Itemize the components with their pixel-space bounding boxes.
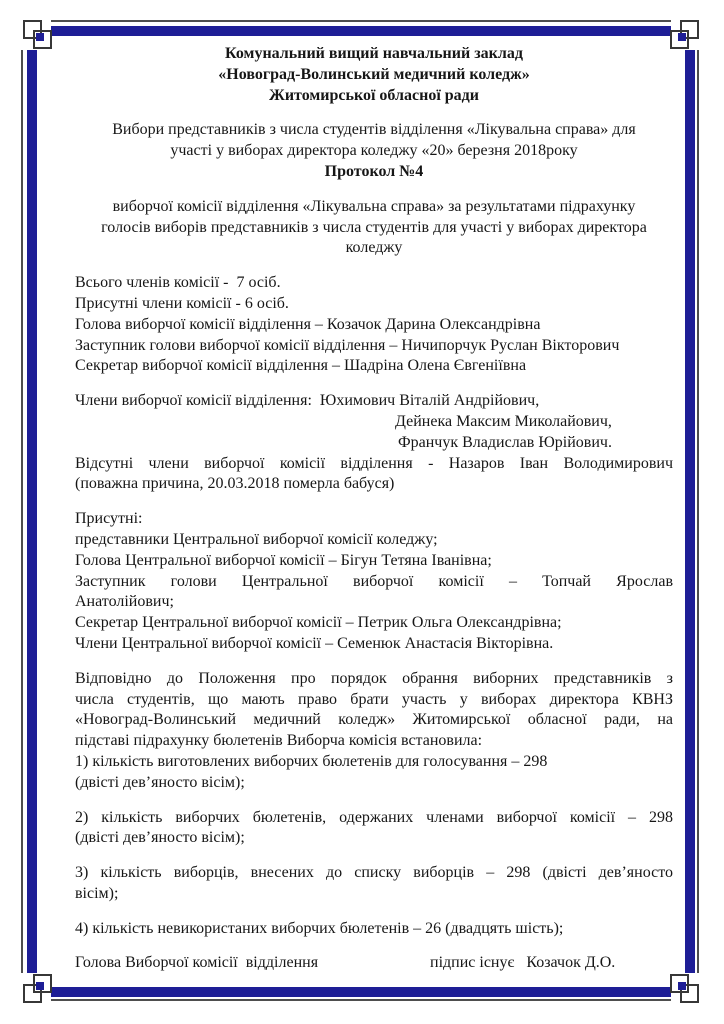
text-line: Вибори представників з числа студентів відділення «Лікувальна справа» для (112, 121, 636, 139)
text-line: (поважна причина, 20.03.2018 померла бабуся) (75, 475, 395, 493)
text-line: Заступник голови Центральної виборчої комісії – Топчай Ярослав (75, 572, 673, 590)
text-line: Заступник голови виборчої комісії відділення – Ничипорчук Руслан Вікторович (75, 336, 620, 354)
knot-navy-patch (36, 33, 44, 41)
text-line: коледжу (345, 239, 403, 257)
text-line: Комунальний вищий навчальний заклад (225, 45, 523, 62)
text-line: «Новоград-Волинський медичний коледж» Житомирської обласної ради, на (75, 711, 673, 729)
text-line: Житомирської обласної ради (269, 86, 479, 104)
text-line: виборчої комісії відділення «Лікувальна справа» за результатами підрахунку (112, 197, 636, 215)
text-line: 3) кількість виборців, внесених до списку виборців – 298 (двісті дев’яносто (75, 864, 673, 882)
text-line: Секретар Центральної виборчої комісії – Петрик Ольга Олександрівна; (75, 614, 562, 632)
text-line: Присутні члени комісії - 6 осіб. (75, 294, 289, 312)
text-line: Анатолійович; (75, 593, 174, 611)
text-line: Відсутні члени виборчої комісії відділення - Назаров Іван Володимирович (75, 454, 673, 472)
text-line: 2) кількість виборчих бюлетенів, одержаних членами виборчої комісії – 298 (75, 808, 673, 826)
signature-role: Голова Виборчої комісії відділення (75, 954, 319, 972)
text-line: участі у виборах директора коледжу «20» березня 2018року (170, 142, 578, 160)
text-line: Протокол №4 (324, 162, 424, 180)
knot-navy-patch (678, 33, 686, 41)
document-body (75, 44, 673, 974)
text-line: Франчук Владислав Юрійович. (398, 433, 612, 451)
text-line: Члени Центральної виборчої комісії – Семенюк Анастасія Вікторівна. (75, 634, 554, 652)
text-line: Голова Центральної виборчої комісії – Бігун Тетяна Іванівна; (75, 551, 492, 569)
signature-note: підпис існує (430, 954, 515, 972)
text-line: Голова виборчої комісії відділення – Козачок Дарина Олександрівна (75, 315, 541, 333)
text-line: Члени виборчої комісії відділення: Юхимович Віталій Андрійович, (75, 392, 540, 410)
text-line: Присутні: (75, 510, 143, 528)
text-line: вісім); (75, 884, 119, 902)
text-line: Всього членів комісії - 7 осіб. (75, 274, 281, 292)
text-line: 1) кількість виготовлених виборчих бюлетенів для голосування – 298 (75, 752, 548, 770)
border-corner-knot-top-left (20, 19, 74, 73)
knot-navy-patch (36, 982, 44, 990)
text-line: представники Центральної виборчої комісії коледжу; (75, 530, 438, 548)
text-line: підставі підрахунку бюлетенів Виборча комісія встановила: (75, 732, 483, 750)
text-line: «Новоград-Волинський медичний коледж» (218, 65, 530, 83)
text-line: Дейнека Максим Миколайович, (395, 412, 612, 430)
text-line: 4) кількість невикористаних виборчих бюлетенів – 26 (двадцять шість); (75, 919, 564, 937)
text-line: Секретар виборчої комісії відділення – Шадріна Олена Євгеніївна (75, 357, 527, 375)
signature-name: Козачок Д.О. (526, 954, 616, 972)
document-text-lines (75, 44, 673, 939)
text-line: (двісті дев’яносто вісім); (75, 829, 245, 847)
text-line: голосів виборів представників з числа студентів для участі у виборах директора (101, 218, 647, 236)
signature-row (75, 953, 673, 974)
knot-navy-patch (678, 982, 686, 990)
text-line: Відповідно до Положення про порядок обрання виборних представників з (75, 669, 673, 687)
text-line: числа студентів, що мають право брати участь у виборах директора КВНЗ (75, 690, 673, 708)
border-corner-knot-bottom-left (20, 950, 74, 1004)
text-line: (двісті дев’яносто вісім); (75, 773, 245, 791)
